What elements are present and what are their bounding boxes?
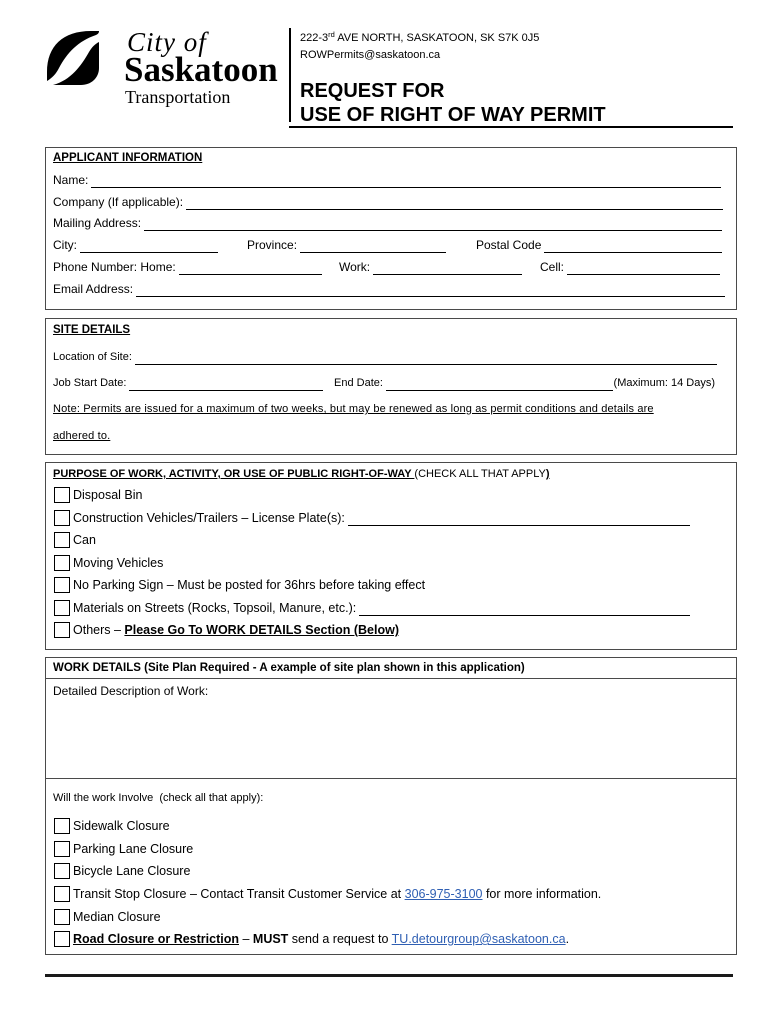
work-involve-label: Will the work Involve (check all that apply): [53, 792, 264, 804]
phone-work-label: Work: [339, 260, 371, 274]
construction-vehicles-checkbox[interactable] [54, 510, 70, 526]
purpose-option-others [54, 621, 399, 639]
work-option-parking-lane-closure [54, 840, 193, 858]
name-row [53, 172, 721, 188]
logo-city-of-text: City of [127, 27, 207, 57]
maximum-days-note: (Maximum: 14 Days) [613, 377, 715, 389]
transit-stop-closure-checkbox[interactable] [54, 886, 70, 902]
start-date-field[interactable] [129, 377, 323, 391]
parking-lane-closure-label: Parking Lane Closure [73, 842, 194, 856]
transit-stop-after: for more information. [482, 887, 602, 901]
transit-stop-text: Transit Stop Closure – Contact Transit Customer Service at [73, 887, 405, 901]
road-closure-must: MUST [252, 932, 289, 946]
median-closure-checkbox[interactable] [54, 909, 70, 925]
header-horizontal-divider [289, 126, 733, 128]
name-label: Name: [53, 173, 89, 187]
postal-code-group [476, 237, 722, 253]
applicant-information-heading: APPLICANT INFORMATION [53, 152, 203, 164]
description-label: Detailed Description of Work: [53, 684, 209, 698]
end-date-group [334, 375, 715, 391]
materials-on-streets-line [73, 599, 690, 617]
city-of-saskatoon-logo [45, 25, 285, 110]
province-label: Province: [247, 238, 298, 252]
end-date-label: End Date: [334, 377, 383, 389]
materials-on-streets-checkbox[interactable] [54, 600, 70, 616]
company-label: Company (If applicable): [53, 195, 184, 209]
purpose-option-materials-on-streets [54, 599, 690, 617]
bicycle-lane-closure-checkbox[interactable] [54, 863, 70, 879]
can-checkbox[interactable] [54, 532, 70, 548]
transit-phone-link[interactable]: 306-975-3100 [404, 887, 483, 901]
company-row [53, 194, 723, 210]
office-email: ROWPermits@saskatoon.ca [300, 49, 441, 61]
no-parking-sign-checkbox[interactable] [54, 577, 70, 593]
email-row [53, 281, 725, 297]
others-label-plain: Others – [73, 623, 125, 637]
mailing-address-field[interactable] [144, 217, 722, 231]
materials-field[interactable] [359, 602, 690, 616]
email-field[interactable] [136, 283, 725, 297]
address-ordinal: rd [328, 30, 335, 39]
phone-home-group [53, 259, 322, 275]
purpose-heading [53, 466, 550, 482]
permit-note-line-1: Note: Permits are issued for a maximum of two weeks, but may be renewed as long as permit conditions and details are [53, 403, 654, 415]
work-option-road-closure [54, 930, 569, 948]
form-title-line-2: USE OF RIGHT OF WAY PERMIT [300, 104, 606, 126]
phone-home-field[interactable] [179, 261, 322, 275]
work-details-section [45, 657, 737, 955]
phone-cell-field[interactable] [567, 261, 720, 275]
province-field[interactable] [300, 239, 446, 253]
site-details-section [45, 318, 737, 455]
address-number: 222-3 [300, 32, 329, 44]
can-label: Can [73, 533, 96, 547]
mailing-address-row [53, 215, 722, 231]
transit-stop-closure-label [73, 885, 601, 903]
form-title-line-1: REQUEST FOR [300, 80, 445, 102]
start-date-label: Job Start Date: [53, 377, 127, 389]
purpose-option-no-parking-sign [54, 576, 425, 594]
purpose-heading-close: ) [545, 468, 550, 480]
saskatoon-swoosh-icon [45, 28, 101, 86]
applicant-information-section [45, 147, 737, 310]
others-label-instruction: Please Go To WORK DETAILS Section (Below) [124, 623, 399, 637]
construction-vehicles-label: Construction Vehicles/Trailers – License Plate(s): [73, 511, 345, 525]
work-details-heading: WORK DETAILS (Site Plan Required - A example of site plan shown in this application) [53, 662, 525, 674]
road-closure-dash: – [239, 932, 253, 946]
disposal-bin-label: Disposal Bin [73, 488, 143, 502]
detour-group-email-link[interactable]: TU.detourgroup@saskatoon.ca [391, 932, 566, 946]
road-closure-after: . [565, 932, 570, 946]
start-date-group [53, 375, 323, 391]
work-details-divider [46, 778, 736, 779]
disposal-bin-checkbox[interactable] [54, 487, 70, 503]
name-field[interactable] [91, 174, 721, 188]
others-checkbox[interactable] [54, 622, 70, 638]
end-date-field[interactable] [386, 377, 613, 391]
construction-vehicles-line [73, 509, 690, 527]
city-group [53, 237, 218, 253]
company-field[interactable] [186, 196, 723, 210]
road-closure-text: send a request to [288, 932, 392, 946]
phone-cell-group [540, 259, 720, 275]
purpose-option-disposal-bin [54, 486, 142, 504]
purpose-option-can [54, 531, 96, 549]
work-option-sidewalk-closure [54, 817, 170, 835]
road-closure-label [73, 930, 569, 948]
work-option-median-closure [54, 908, 161, 926]
purpose-option-moving-vehicles [54, 554, 163, 572]
median-closure-label: Median Closure [73, 910, 161, 924]
location-field[interactable] [135, 351, 717, 365]
no-parking-sign-label: No Parking Sign – Must be posted for 36hrs before taking effect [73, 578, 426, 592]
logo-saskatoon-text: Saskatoon [124, 50, 278, 89]
phone-home-label: Phone Number: Home: [53, 260, 176, 274]
bicycle-lane-closure-label: Bicycle Lane Closure [73, 864, 191, 878]
road-closure-checkbox[interactable] [54, 931, 70, 947]
sidewalk-closure-label: Sidewalk Closure [73, 819, 170, 833]
city-label: City: [53, 238, 77, 252]
phone-work-group [339, 259, 522, 275]
materials-on-streets-label: Materials on Streets (Rocks, Topsoil, Manure, etc.): [73, 601, 357, 615]
license-plate-field[interactable] [348, 512, 690, 526]
mailing-address-label: Mailing Address: [53, 216, 142, 230]
sidewalk-closure-checkbox[interactable] [54, 818, 70, 834]
others-label [73, 621, 399, 639]
permit-note-line-2: adhered to. [53, 430, 111, 442]
logo-transportation-text: Transportation [125, 87, 231, 107]
work-description-field[interactable] [52, 702, 730, 774]
moving-vehicles-checkbox[interactable] [54, 555, 70, 571]
postal-code-label: Postal Code [476, 238, 542, 252]
postal-code-field[interactable] [544, 239, 722, 253]
province-group [247, 237, 446, 253]
moving-vehicles-label: Moving Vehicles [73, 556, 164, 570]
road-closure-title: Road Closure or Restriction [73, 932, 239, 946]
purpose-section [45, 462, 737, 650]
purpose-option-construction-vehicles [54, 509, 690, 527]
phone-work-field[interactable] [373, 261, 522, 275]
work-option-bicycle-lane-closure [54, 862, 190, 880]
phone-cell-label: Cell: [540, 260, 565, 274]
location-label: Location of Site: [53, 351, 132, 363]
office-address [300, 31, 539, 45]
work-details-header [46, 658, 736, 679]
location-row [53, 349, 717, 365]
header-vertical-divider [289, 28, 291, 122]
site-details-heading: SITE DETAILS [53, 324, 131, 336]
email-label: Email Address: [53, 282, 134, 296]
work-option-transit-stop-closure [54, 885, 601, 903]
page-bottom-rule [45, 974, 733, 977]
purpose-heading-instruction: (CHECK ALL THAT APPLY [414, 468, 546, 480]
address-street: AVE NORTH, SASKATOON, SK S7K 0J5 [334, 32, 540, 44]
purpose-heading-main: PURPOSE OF WORK, ACTIVITY, OR USE OF PUBLIC RIGHT-OF-WAY [53, 468, 415, 480]
parking-lane-closure-checkbox[interactable] [54, 841, 70, 857]
city-field[interactable] [80, 239, 218, 253]
